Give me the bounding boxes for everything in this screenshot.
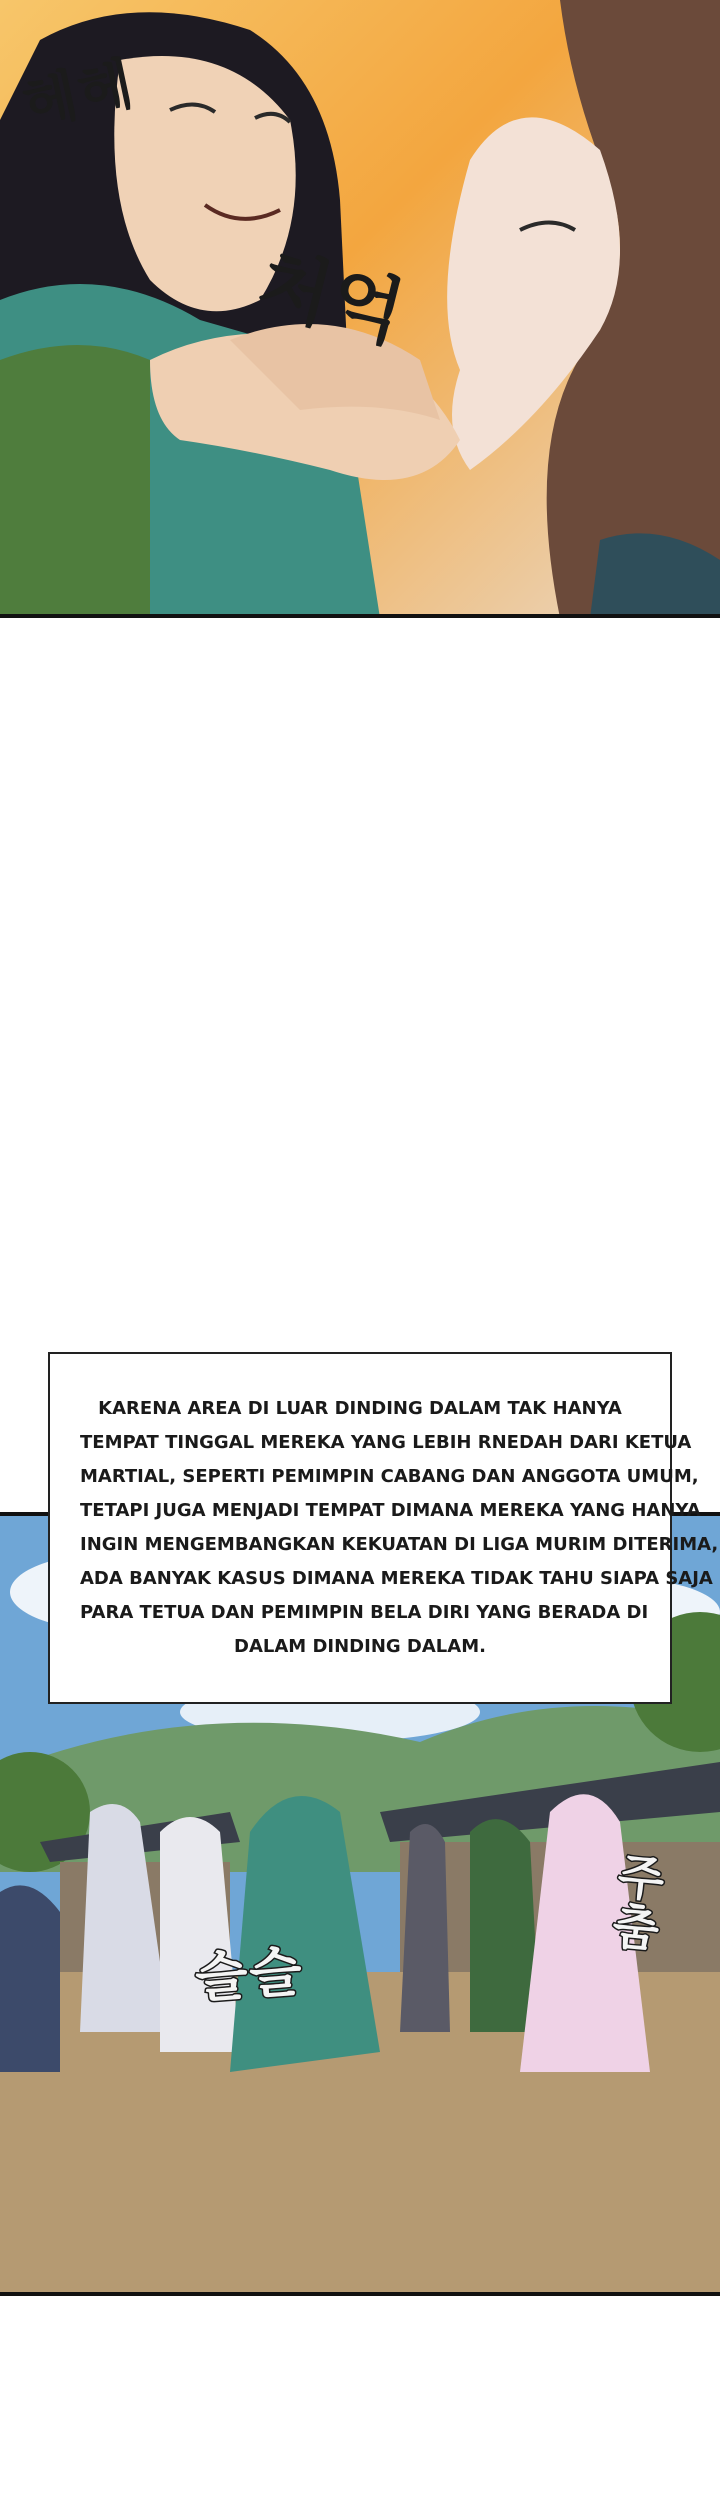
narration-line: ADA BANYAK KASUS DIMANA MEREKA TIDAK TAHU SIAPA SAJA bbox=[80, 1568, 713, 1589]
narration-line: PARA TETUA DAN PEMIMPIN BELA DIRI YANG BERADA DI bbox=[80, 1602, 649, 1623]
narration-box bbox=[48, 1352, 719, 1704]
narration-text bbox=[80, 1392, 719, 1664]
panel-border bbox=[0, 2292, 720, 2296]
narration-line: TETAPI JUGA MENJADI TEMPAT DIMANA MEREKA YANG HANYA bbox=[80, 1500, 701, 1521]
narration-line: INGIN MENGEMBANGKAN KEKUATAN DI LIGA MURIM DITERIMA, bbox=[80, 1534, 719, 1555]
sfx-cheoeok: 처억 bbox=[250, 239, 414, 359]
narration-line: TEMPAT TINGGAL MEREKA YANG LEBIH RNEDAH DARI KETUA bbox=[80, 1432, 692, 1453]
comic-panel-closeup bbox=[0, 0, 720, 618]
narration-line: KARENA AREA DI LUAR DINDING DALAM TAK HANYA bbox=[98, 1398, 622, 1419]
sfx-seulseul: 슬슬 bbox=[193, 1939, 306, 2010]
sfx-juchum: 주춤 bbox=[600, 1849, 668, 1955]
sfx-hehe: 헤헤 bbox=[17, 50, 141, 138]
narration-line: MARTIAL, SEPERTI PEMIMPIN CABANG DAN ANGGOTA UMUM, bbox=[80, 1466, 699, 1487]
narration-line: DALAM DINDING DALAM. bbox=[234, 1636, 486, 1657]
panel-border bbox=[0, 614, 720, 618]
